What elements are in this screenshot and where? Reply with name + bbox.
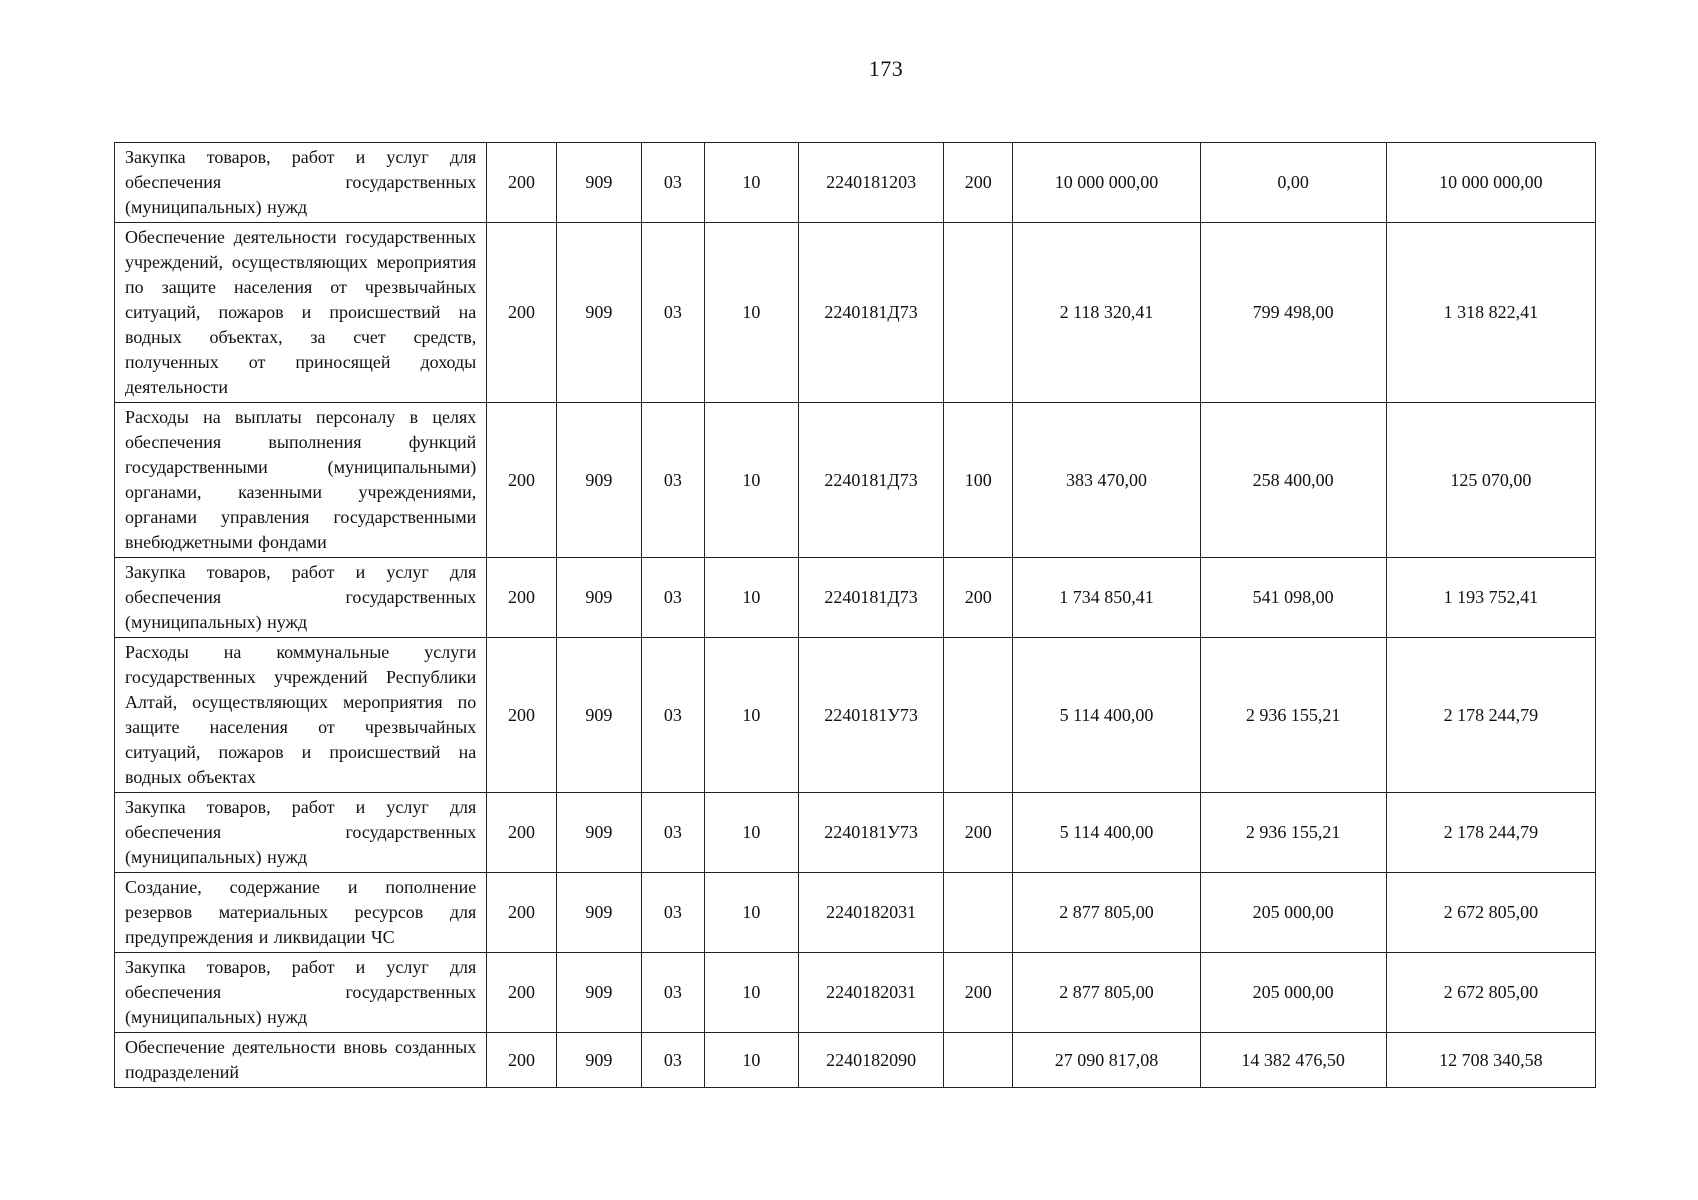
cell-code-2: 909 [556,873,642,953]
cell-target-article: 2240181Д73 [799,403,944,558]
cell-subsection: 10 [704,1033,799,1088]
row-description: Закупка товаров, работ и услуг для обеспечения государственных (муниципальных) нужд [115,793,487,873]
cell-amount-3: 2 672 805,00 [1386,873,1595,953]
cell-section: 03 [642,1033,704,1088]
table-row [115,223,1596,403]
cell-subsection: 10 [704,223,799,403]
row-description: Расходы на коммунальные услуги государственных учреждений Республики Алтай, осуществляющих мероприятия по защите населения от чрезвычайных ситуаций, пожаров и происшествий на водных объектах [115,638,487,793]
cell-code-2: 909 [556,223,642,403]
cell-amount-1: 27 090 817,08 [1013,1033,1200,1088]
cell-expense-type [944,638,1013,793]
cell-subsection: 10 [704,793,799,873]
table-row [115,143,1596,223]
cell-code-2: 909 [556,638,642,793]
cell-amount-2: 258 400,00 [1200,403,1386,558]
cell-expense-type [944,1033,1013,1088]
row-description: Закупка товаров, работ и услуг для обеспечения государственных (муниципальных) нужд [115,143,487,223]
cell-code-2: 909 [556,558,642,638]
table-row [115,558,1596,638]
cell-section: 03 [642,953,704,1033]
cell-section: 03 [642,403,704,558]
row-description: Обеспечение деятельности государственных учреждений, осуществляющих мероприятия по защите населения от чрезвычайных ситуаций, пожаров и происшествий на водных объектах, за счет средств, полученных от приносящей доходы деятельности [115,223,487,403]
cell-amount-1: 5 114 400,00 [1013,638,1200,793]
cell-code-1: 200 [487,873,556,953]
cell-code-1: 200 [487,223,556,403]
cell-expense-type: 200 [944,558,1013,638]
cell-code-2: 909 [556,143,642,223]
cell-target-article: 2240181У73 [799,638,944,793]
cell-amount-1: 10 000 000,00 [1013,143,1200,223]
cell-amount-3: 1 193 752,41 [1386,558,1595,638]
row-description: Обеспечение деятельности вновь созданных подразделений [115,1033,487,1088]
cell-expense-type: 200 [944,793,1013,873]
cell-expense-type: 200 [944,953,1013,1033]
cell-section: 03 [642,638,704,793]
cell-amount-1: 2 118 320,41 [1013,223,1200,403]
cell-amount-2: 541 098,00 [1200,558,1386,638]
cell-amount-2: 799 498,00 [1200,223,1386,403]
cell-code-2: 909 [556,403,642,558]
cell-code-1: 200 [487,403,556,558]
row-description: Расходы на выплаты персоналу в целях обеспечения выполнения функций государственными (муниципальными) органами, казенными учреждениями, органами управления государственными внебюджетными фондами [115,403,487,558]
cell-code-2: 909 [556,953,642,1033]
cell-expense-type [944,873,1013,953]
table-row [115,873,1596,953]
cell-amount-2: 2 936 155,21 [1200,793,1386,873]
cell-amount-3: 1 318 822,41 [1386,223,1595,403]
cell-code-1: 200 [487,638,556,793]
cell-section: 03 [642,793,704,873]
cell-section: 03 [642,873,704,953]
cell-amount-1: 5 114 400,00 [1013,793,1200,873]
cell-amount-3: 2 178 244,79 [1386,793,1595,873]
row-description: Закупка товаров, работ и услуг для обеспечения государственных (муниципальных) нужд [115,558,487,638]
cell-target-article: 2240182031 [799,873,944,953]
budget-table-body [115,143,1596,1088]
cell-subsection: 10 [704,638,799,793]
cell-subsection: 10 [704,953,799,1033]
cell-expense-type: 100 [944,403,1013,558]
cell-subsection: 10 [704,873,799,953]
cell-amount-2: 2 936 155,21 [1200,638,1386,793]
cell-amount-3: 2 178 244,79 [1386,638,1595,793]
cell-code-1: 200 [487,953,556,1033]
cell-target-article: 2240181Д73 [799,223,944,403]
cell-amount-1: 1 734 850,41 [1013,558,1200,638]
cell-subsection: 10 [704,403,799,558]
cell-amount-3: 125 070,00 [1386,403,1595,558]
cell-expense-type [944,223,1013,403]
row-description: Создание, содержание и пополнение резервов материальных ресурсов для предупреждения и ликвидации ЧС [115,873,487,953]
table-row [115,403,1596,558]
cell-target-article: 2240181У73 [799,793,944,873]
cell-section: 03 [642,223,704,403]
cell-target-article: 2240182090 [799,1033,944,1088]
budget-table [114,142,1596,1088]
cell-amount-3: 12 708 340,58 [1386,1033,1595,1088]
cell-amount-2: 14 382 476,50 [1200,1033,1386,1088]
cell-target-article: 2240181Д73 [799,558,944,638]
cell-target-article: 2240182031 [799,953,944,1033]
cell-amount-2: 0,00 [1200,143,1386,223]
cell-amount-3: 2 672 805,00 [1386,953,1595,1033]
cell-amount-1: 2 877 805,00 [1013,873,1200,953]
table-row [115,638,1596,793]
table-row [115,953,1596,1033]
cell-target-article: 2240181203 [799,143,944,223]
cell-section: 03 [642,143,704,223]
cell-code-1: 200 [487,558,556,638]
cell-subsection: 10 [704,143,799,223]
cell-code-1: 200 [487,1033,556,1088]
cell-code-1: 200 [487,143,556,223]
cell-subsection: 10 [704,558,799,638]
cell-amount-1: 383 470,00 [1013,403,1200,558]
cell-amount-2: 205 000,00 [1200,873,1386,953]
row-description: Закупка товаров, работ и услуг для обеспечения государственных (муниципальных) нужд [115,953,487,1033]
page-number: 173 [868,56,904,81]
table-row [115,793,1596,873]
cell-section: 03 [642,558,704,638]
cell-amount-3: 10 000 000,00 [1386,143,1595,223]
cell-code-2: 909 [556,1033,642,1088]
cell-amount-1: 2 877 805,00 [1013,953,1200,1033]
cell-code-2: 909 [556,793,642,873]
cell-code-1: 200 [487,793,556,873]
cell-expense-type: 200 [944,143,1013,223]
cell-amount-2: 205 000,00 [1200,953,1386,1033]
table-row [115,1033,1596,1088]
